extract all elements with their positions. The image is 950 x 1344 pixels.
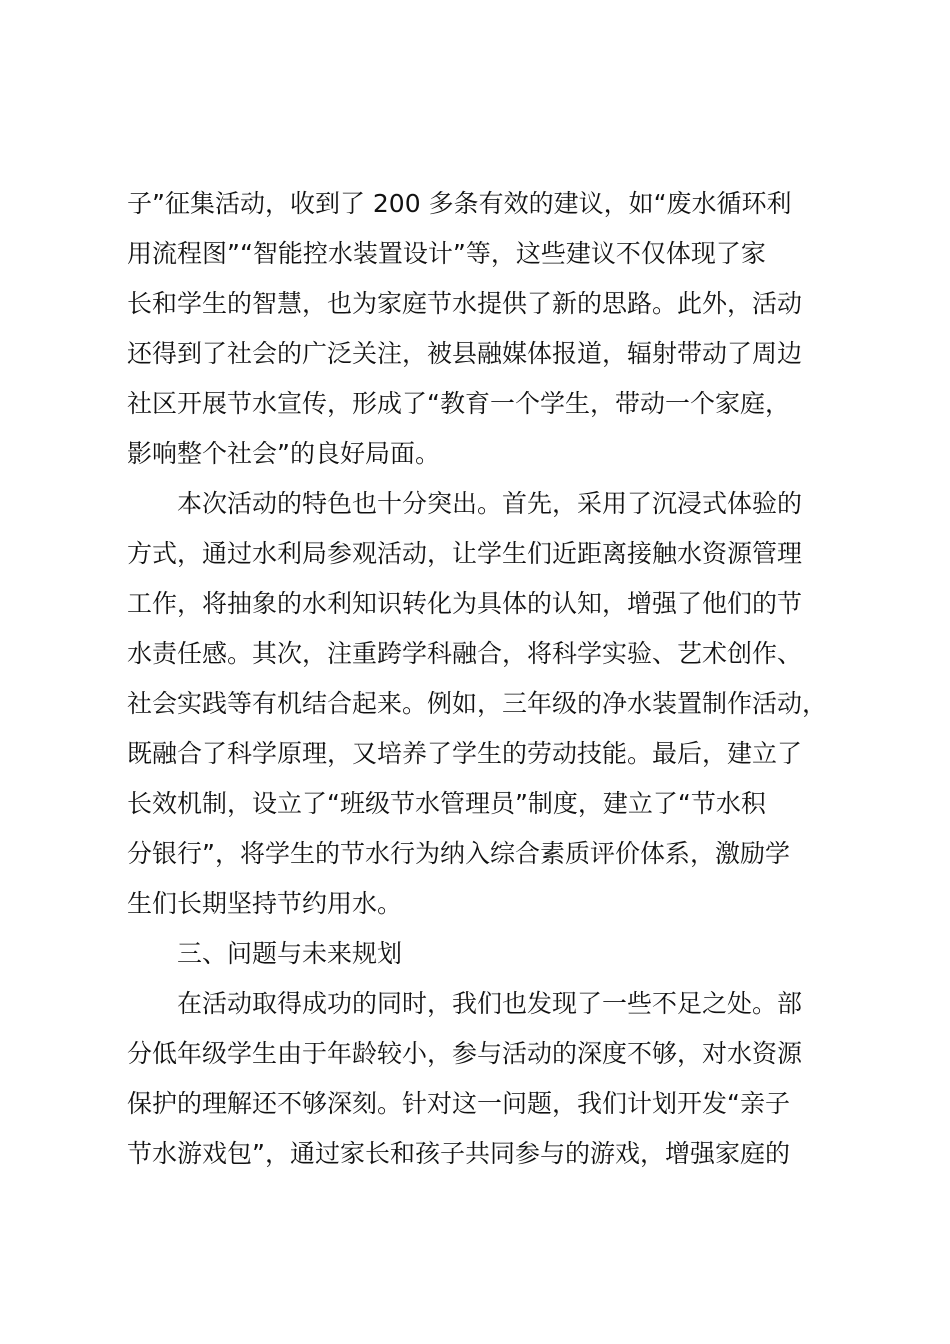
paragraph-line: 方式，通过水利局参观活动，让学生们近距离接触水资源管理 — [127, 539, 803, 568]
paragraph-line: 节水游戏包”，通过家长和孩子共同参与的游戏，增强家庭的 — [127, 1139, 790, 1168]
paragraph-line: 工作，将抽象的水利知识转化为具体的认知，增强了他们的节 — [127, 589, 803, 618]
section-heading: 三、问题与未来规划 — [177, 939, 403, 968]
paragraph-line: 在活动取得成功的同时，我们也发现了一些不足之处。部 — [177, 989, 803, 1018]
paragraph-line: 子”征集活动，收到了 200 多条有效的建议，如“废水循环利 — [127, 189, 792, 218]
paragraph-line: 长和学生的智慧，也为家庭节水提供了新的思路。此外，活动 — [127, 289, 803, 318]
paragraph-line: 分低年级学生由于年龄较小，参与活动的深度不够，对水资源 — [127, 1039, 803, 1068]
paragraph-line: 生们长期坚持节约用水。 — [127, 889, 403, 918]
paragraph-line: 水责任感。其次，注重跨学科融合，将科学实验、艺术创作、 — [127, 639, 803, 668]
paragraph-line: 本次活动的特色也十分突出。首先，采用了沉浸式体验的 — [177, 489, 803, 518]
paragraph-line: 还得到了社会的广泛关注，被县融媒体报道，辐射带动了周边 — [127, 339, 803, 368]
paragraph-line: 保护的理解还不够深刻。针对这一问题，我们计划开发“亲子 — [127, 1089, 790, 1118]
paragraph-line: 既融合了科学原理，又培养了学生的劳动技能。最后，建立了 — [127, 739, 803, 768]
paragraph-line: 社会实践等有机结合起来。例如，三年级的净水装置制作活动， — [127, 689, 828, 718]
paragraph-line: 长效机制，设立了“班级节水管理员”制度，建立了“节水积 — [127, 789, 766, 818]
paragraph-line: 影响整个社会”的良好局面。 — [127, 439, 440, 468]
paragraph-line: 社区开展节水宣传，形成了“教育一个学生，带动一个家庭， — [127, 389, 790, 418]
paragraph-line: 分银行”，将学生的节水行为纳入综合素质评价体系，激励学 — [127, 839, 790, 868]
paragraph-line: 用流程图”“智能控水装置设计”等，这些建议不仅体现了家 — [127, 239, 766, 268]
